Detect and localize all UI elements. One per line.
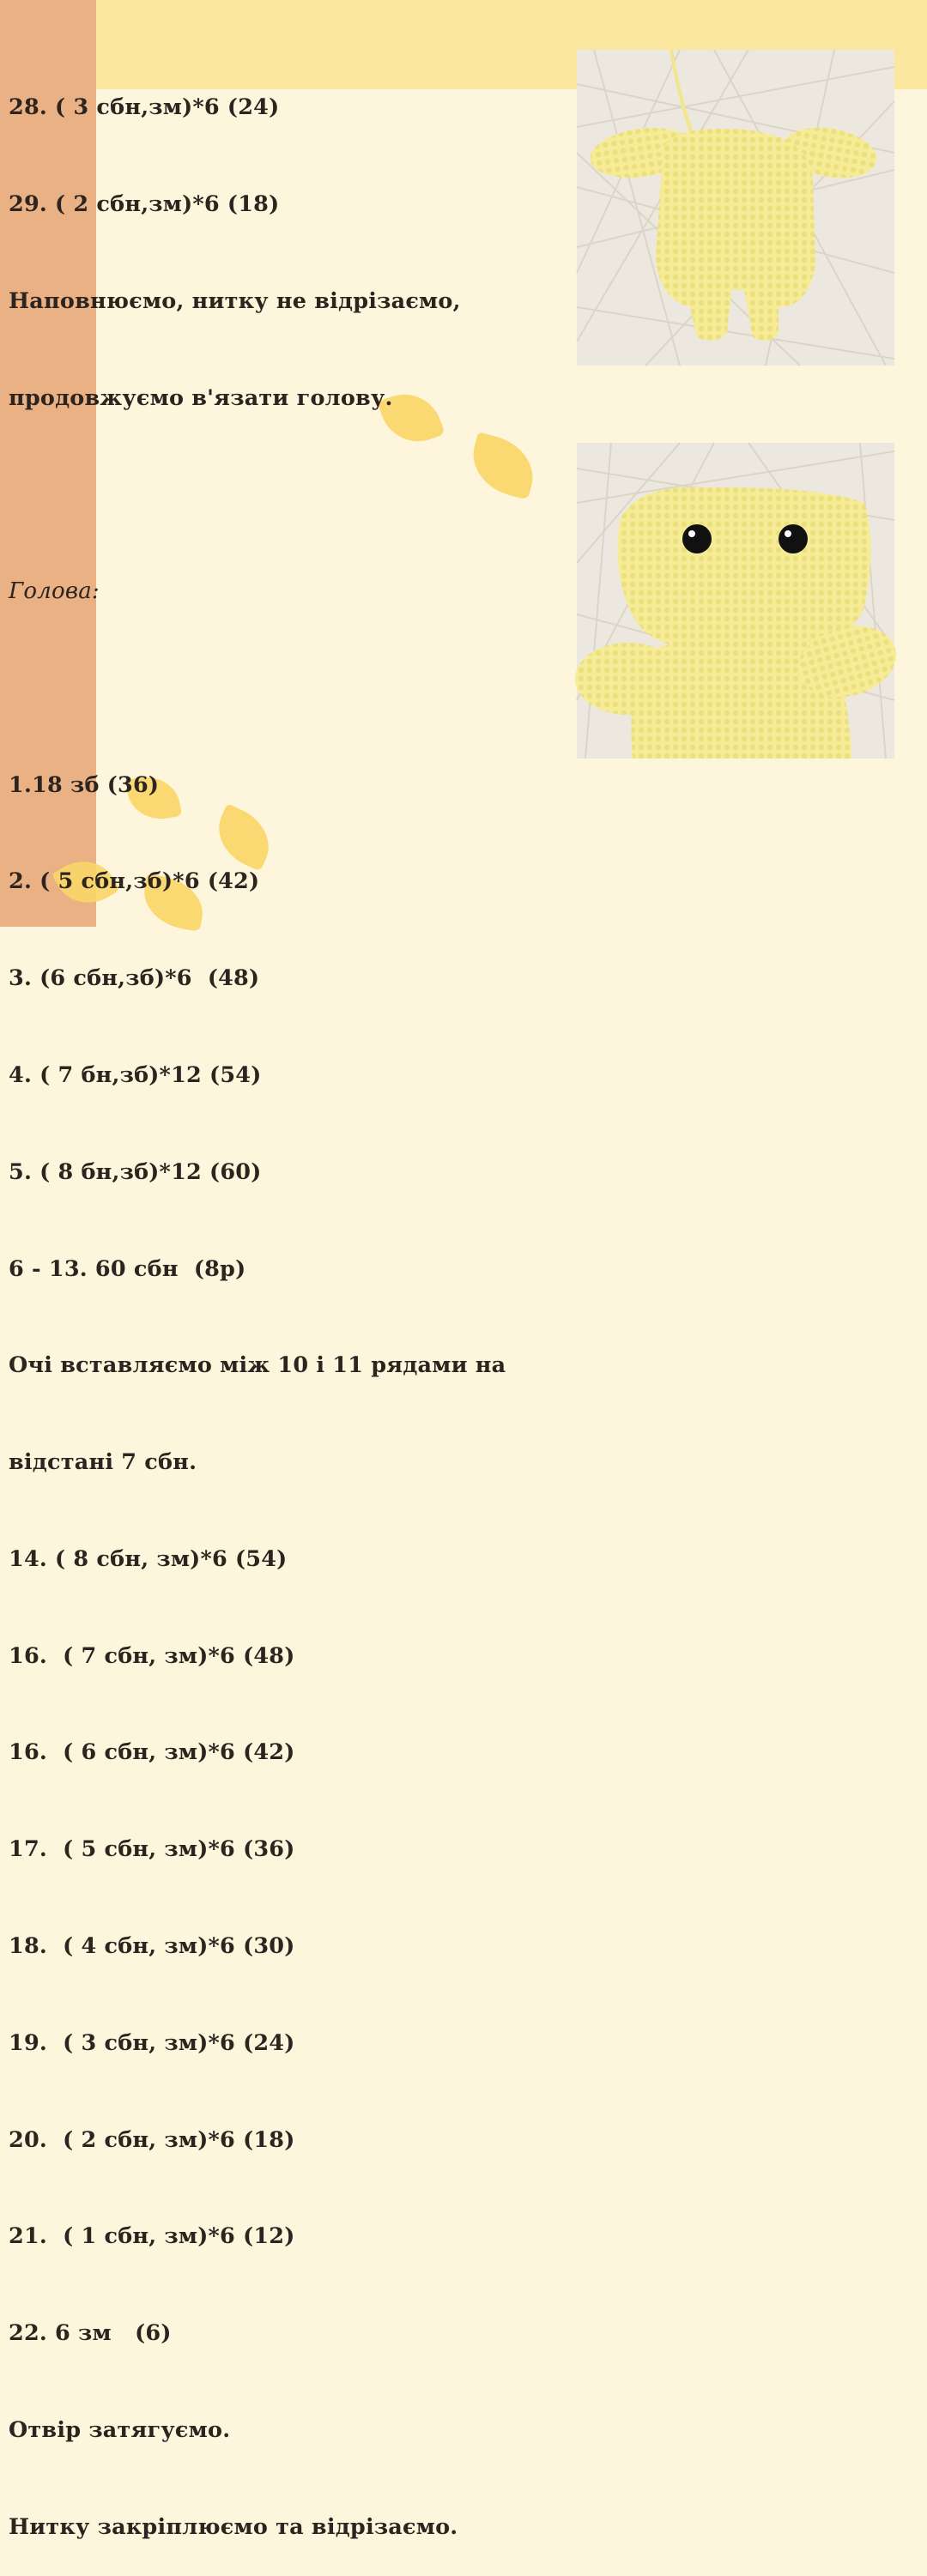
- pattern-line: [9, 479, 558, 511]
- pattern-line: Отвір затягуємо.: [9, 2416, 231, 2443]
- pattern-line: 18. ( 4 сбн, зм)*6 (30): [9, 1933, 295, 1960]
- pattern-line: Нитку закріплюємо та відрізаємо.: [9, 2513, 458, 2540]
- section-heading: Голова:: [9, 578, 100, 605]
- pattern-line: 4. ( 7 бн,зб)*12 (54): [9, 1062, 262, 1088]
- pattern-line: 17. ( 5 сбн, зм)*6 (36): [9, 1836, 295, 1863]
- pattern-line: відстані 7 сбн.: [9, 1449, 197, 1476]
- knitted-head-illustration: [577, 443, 894, 759]
- pattern-line: 6 - 13. 60 сбн (8р): [9, 1255, 246, 1282]
- pattern-line: 14. ( 8 сбн, зм)*6 (54): [9, 1545, 288, 1572]
- pattern-line: 5. ( 8 бн,зб)*12 (60): [9, 1158, 262, 1185]
- pattern-line: 21. ( 1 сбн, зм)*6 (12): [9, 2223, 295, 2250]
- pattern-line: [9, 673, 558, 705]
- pattern-line: 22. 6 зм (6): [9, 2320, 172, 2347]
- pattern-instructions: [9, 27, 558, 2576]
- pattern-line: 19. ( 3 сбн, зм)*6 (24): [9, 2029, 295, 2056]
- pattern-line: продовжуємо в'язати голову.: [9, 384, 393, 411]
- pattern-line: Наповнюємо, нитку не відрізаємо,: [9, 287, 461, 314]
- knitted-body-illustration: [577, 50, 894, 366]
- pattern-line: 28. ( 3 сбн,зм)*6 (24): [9, 94, 280, 121]
- photo-head-with-eyes: [577, 443, 894, 759]
- photo-body-with-arms: [577, 50, 894, 366]
- right-eye-icon: [779, 524, 808, 553]
- left-eye-icon: [682, 524, 712, 553]
- pattern-line: Очі вставляємо між 10 і 11 рядами на: [9, 1352, 506, 1379]
- pattern-line: 29. ( 2 сбн,зм)*6 (18): [9, 190, 280, 217]
- pattern-line: 2. ( 5 сбн,зб)*6 (42): [9, 868, 260, 895]
- pattern-line: 1.18 зб (36): [9, 771, 160, 798]
- pattern-line: 16. ( 6 сбн, зм)*6 (42): [9, 1739, 295, 1766]
- pattern-line: 16. ( 7 сбн, зм)*6 (48): [9, 1642, 295, 1669]
- pattern-line: 20. ( 2 сбн, зм)*6 (18): [9, 2126, 295, 2153]
- pattern-line: 3. (6 сбн,зб)*6 (48): [9, 965, 260, 992]
